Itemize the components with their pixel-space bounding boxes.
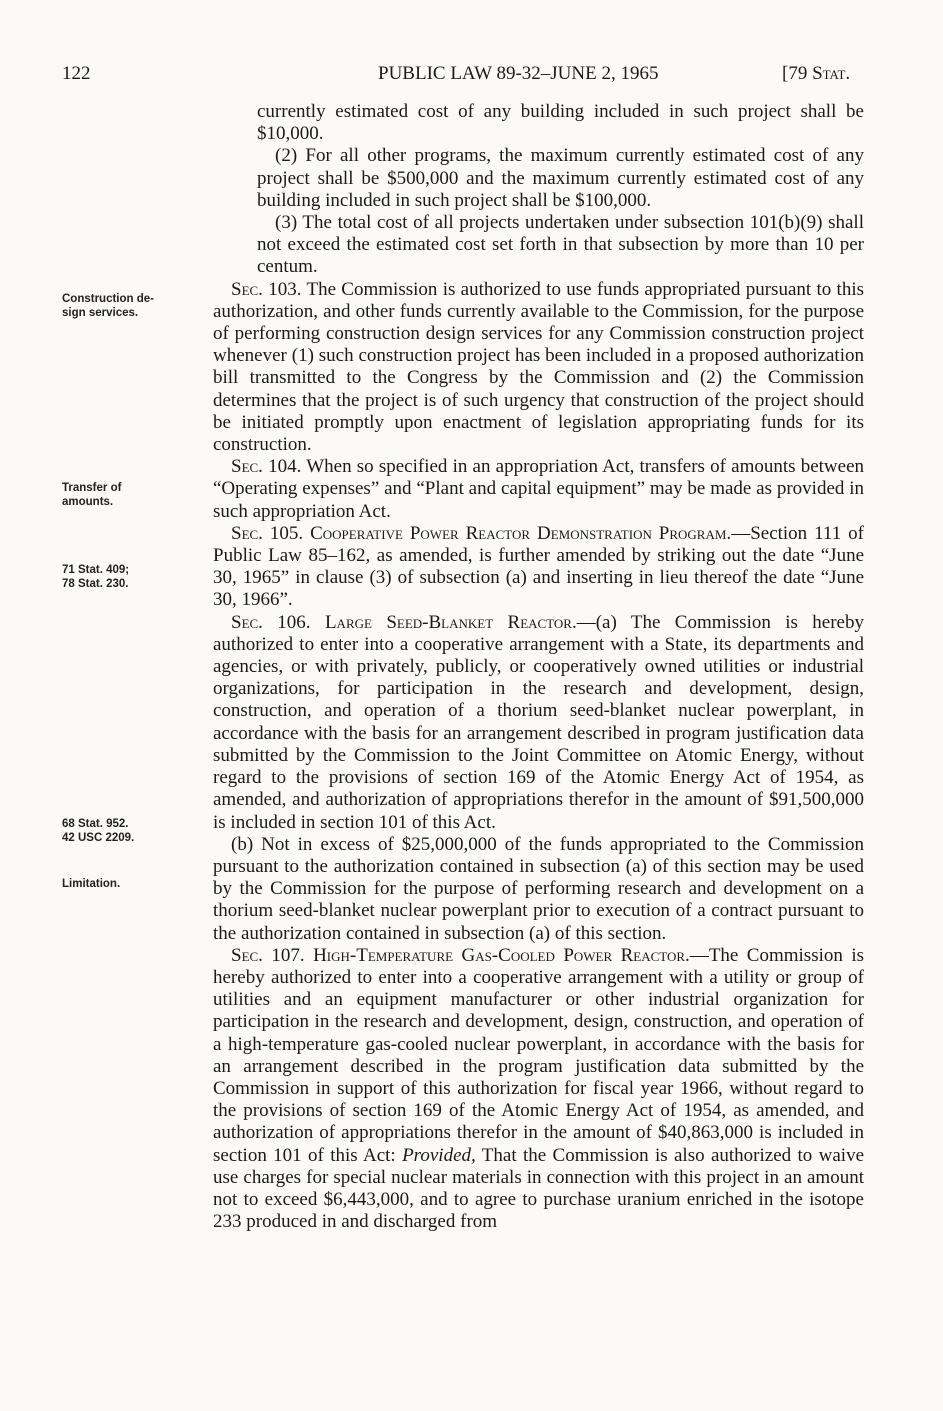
section-number: Sec. 103. — [231, 278, 302, 300]
section-107 — [213, 945, 864, 1234]
margin-note-citation-usc — [62, 817, 212, 845]
section-text: When so specified in an appropriation Act, transfers of amounts between “Operating expenses” and “Plant and capital equipment” may be made as provided in such appropriation Act. — [213, 456, 865, 522]
page-number: 122 — [62, 63, 91, 84]
margin-note-construction-design — [62, 292, 212, 320]
paragraph-continuation: currently estimated cost of any building included in such project shall be $10,000. — [257, 101, 864, 145]
margin-note-line: Limitation. — [62, 878, 121, 890]
section-text: —(a) The Commission is hereby authorized to enter into a cooperative arrangement with a State, its departments and agencies, or with privately, publicly, or cooperatively owned utilities or industrial organizations, for participation in the research and development, design, construction, and operation of a thorium seed-blanket nuclear powerplant, in accordance with the basis for an arrangement described in program justification data submitted by the Commission to the Joint Committee on Atomic Energy, without regard to the provisions of section 169 of the Atomic Energy Act of 1954, as amended, and authorization of appropriations therefor in the amount of $91,500,000 is included in section 101 of this Act. — [213, 611, 864, 833]
section-number: Sec. 106. — [231, 611, 311, 633]
margin-note-line: 42 USC 2209. — [62, 832, 135, 844]
section-106-b: (b) Not in excess of $25,000,000 of the funds appropriated to the Commission pursuant to the authorization contained in subsection (a) of this section may be used by the Commission for the purpose of performing research and development on a thorium seed-blanket nuclear powerplant prior to execution of a contract pursuant to the authorization contained in subsection (a) of this section. — [213, 833, 864, 944]
margin-note-line: 68 Stat. 952. — [62, 818, 129, 830]
statute-reference: [79 Stat. — [782, 63, 851, 84]
margin-note-line: sign services. — [62, 307, 139, 319]
section-heading: Large Seed-Blanket Reactor. — [310, 611, 577, 633]
section-103 — [213, 279, 864, 457]
margin-note-line: 71 Stat. 409; — [62, 564, 130, 576]
section-text: —Section 111 of Public Law 85–162, as amended, is further amended by striking out the date “June 30, 1965” in clause (3) of subsection (a) and inserting in lieu thereof the date “June 30, 1966”. — [213, 522, 864, 611]
section-heading: Cooperative Power Reactor Demonstration Program. — [303, 522, 732, 544]
section-105 — [213, 523, 864, 612]
margin-note-transfer — [62, 481, 212, 509]
section-number: Sec. 105. — [231, 522, 304, 544]
section-text-tail: That the Commission is also authorized to waive use charges for special nuclear materials in connection with this project in an amount not to exceed $6,443,000, and to agree to purchase uranium enriched in the isotope 233 produced in and discharged from — [213, 1144, 865, 1233]
section-106 — [213, 612, 864, 834]
margin-note-limitation — [62, 877, 212, 891]
statute-body — [213, 101, 864, 1233]
running-header — [0, 63, 943, 89]
margin-note-line: amounts. — [62, 496, 114, 508]
provided-clause: Provided, — [402, 1144, 476, 1166]
header-title: PUBLIC LAW 89-32–JUNE 2, 1965 — [378, 63, 659, 84]
section-text: The Commission is authorized to use funds appropriated pursuant to this authorization, and other funds currently available to the Commission, for the purpose of performing construction design services for any Commission construction project whenever (1) such construction project has been included in a proposed authorization bill transmitted to the Congress by the Commission and (2) the Commission determines that the project is of such urgency that construction of the project should be initiated promptly upon enactment of legislation appropriating funds for its construction. — [213, 278, 864, 456]
section-heading: High-Temperature Gas-Cooled Power Reactor. — [304, 944, 690, 966]
margin-note-line: 78 Stat. 230. — [62, 578, 129, 590]
margin-note-line: Construction de- — [62, 293, 154, 305]
margin-note-line: Transfer of — [62, 482, 122, 494]
section-104 — [213, 456, 864, 523]
paragraph-3: (3) The total cost of all projects undertaken under subsection 101(b)(9) shall not exceed the estimated cost set forth in that subsection by more than 10 per centum. — [257, 212, 864, 278]
margin-note-citation — [62, 563, 212, 591]
section-text: —The Commission is hereby authorized to enter into a cooperative arrangement with a utility or group of utilities and an equipment manufacturer or other industrial organization for participation in the research and development, design, construction, and operation of a high-temperature gas-cooled nuclear powerplant, in accordance with the basis for an arrangement described in the program justification data submitted by the Commission in support of this authorization for fiscal year 1966, without regard to the provisions of section 169 of the Atomic Energy Act of 1954, as amended, and authorization of appropriations therefor in the amount of $40,863,000 is included in section 101 of this Act: — [213, 944, 864, 1166]
paragraph-2: (2) For all other programs, the maximum currently estimated cost of any project shall be $500,000 and the maximum currently estimated cost of any building included in such project shall be $100,000. — [257, 145, 864, 211]
section-number: Sec. 104. — [231, 456, 302, 478]
section-number: Sec. 107. — [231, 944, 305, 966]
